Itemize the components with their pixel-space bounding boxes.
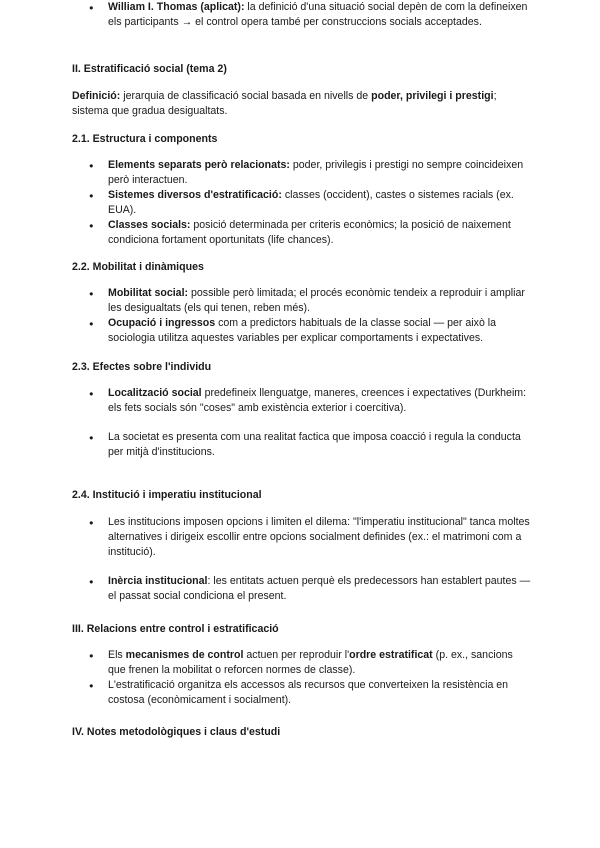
top-list <box>72 0 532 30</box>
definition-text-b: ; sistema que gradua desigualtats. <box>72 90 497 117</box>
list-item <box>72 648 532 678</box>
definition-bold-terms: poder, privilegi i prestigi <box>371 90 494 102</box>
list-2-2 <box>72 286 532 346</box>
item-bold: Sistemes diversos d'estratificació: <box>108 189 282 201</box>
item-text: actuen per reproduir l' <box>243 649 350 661</box>
list-item <box>72 286 532 316</box>
list-item <box>72 386 532 416</box>
list-2-4-a <box>72 515 532 560</box>
section-heading-ii: II. Estratificació social (tema 2) <box>72 63 227 75</box>
subsection-heading-2-1: 2.1. Estructura i components <box>72 133 218 145</box>
list-item <box>72 430 532 460</box>
item-bold: Ocupació i ingressos <box>108 317 216 329</box>
section-heading-iv: IV. Notes metodològiques i claus d'estudi <box>72 726 281 738</box>
list-2-3-a <box>72 386 532 416</box>
item-text: possible però limitada; el procés econòmic tendeix a reproduir i ampliar les desigualtats (els qui tenen, reben més). <box>108 287 525 314</box>
definition-label: Definició: <box>72 90 121 102</box>
list-item <box>72 188 532 218</box>
item-text: posició determinada per criteris econòmics; la posició de naixement condiciona fortament oportunitats (life chances). <box>108 219 511 246</box>
definition-paragraph <box>72 89 532 119</box>
item-text: la definició d'una situació social depèn de com la defineixen els participants → el control opera també per construccions socials acceptades. <box>108 1 528 28</box>
item-bold: Classes socials: <box>108 219 191 231</box>
item-bold: Inèrcia institucional <box>108 575 208 587</box>
section-heading-iii: III. Relacions entre control i estratificació <box>72 623 279 635</box>
list-2-1 <box>72 158 532 248</box>
list-item <box>72 316 532 346</box>
definition-text-a: jerarquia de classificació social basada en nivells de <box>120 90 372 102</box>
item-text: Els <box>108 649 126 661</box>
list-item <box>72 218 532 248</box>
item-text: classes (occident), castes o sistemes racials (ex. EUA). <box>108 189 514 216</box>
item-text: predefineix llenguatge, maneres, creences i expectatives (Durkheim: els fets socials són "coses" amb existència exterior i coercitiva). <box>108 387 527 414</box>
item-text: poder, privilegis i prestigi no sempre coincideixen però interactuen. <box>108 159 524 186</box>
item-bold: ordre estratificat <box>349 649 433 661</box>
list-item <box>72 0 532 30</box>
list-2-4-b <box>72 574 532 604</box>
list-iii <box>72 648 532 708</box>
item-text: La societat es presenta com una realitat factica que imposa coacció i regula la conducta per mitjà d'institucions. <box>108 431 521 458</box>
list-item <box>72 678 532 708</box>
list-2-3-b <box>72 430 532 460</box>
item-text: (p. ex., sancions que frenen la mobilitat o reforcen normes de classe). <box>108 649 513 676</box>
item-text: : les entitats actuen perquè els predecessors han establert pautes — el passat social condiciona el present. <box>108 575 531 602</box>
item-bold: Elements separats però relacionats: <box>108 159 290 171</box>
item-bold: mecanismes de control <box>125 649 244 661</box>
list-item <box>72 515 532 560</box>
list-item <box>72 158 532 188</box>
item-text: com a predictors habituals de la classe social — per això la sociologia utilitza aquestes variables per explicar comportaments i expectatives. <box>108 317 497 344</box>
item-text: L'estratificació organitza els accessos als recursos que converteixen la resistència en costosa (econòmicament i socialment). <box>108 679 509 706</box>
subsection-heading-2-2: 2.2. Mobilitat i dinàmiques <box>72 261 204 273</box>
subsection-heading-2-4: 2.4. Institució i imperatiu institucional <box>72 489 262 501</box>
subsection-heading-2-3: 2.3. Efectes sobre l'individu <box>72 361 212 373</box>
item-bold: Localització social <box>108 387 202 399</box>
list-item <box>72 574 532 604</box>
item-text: Les institucions imposen opcions i limiten el dilema: "l'imperatiu institucional" tanca moltes alternatives i dirigeix escollir entre opcions socialment definides (ex.: el matrimoni com a institució). <box>108 516 530 558</box>
item-bold: William I. Thomas (aplicat): <box>108 1 245 13</box>
item-bold: Mobilitat social: <box>108 287 189 299</box>
